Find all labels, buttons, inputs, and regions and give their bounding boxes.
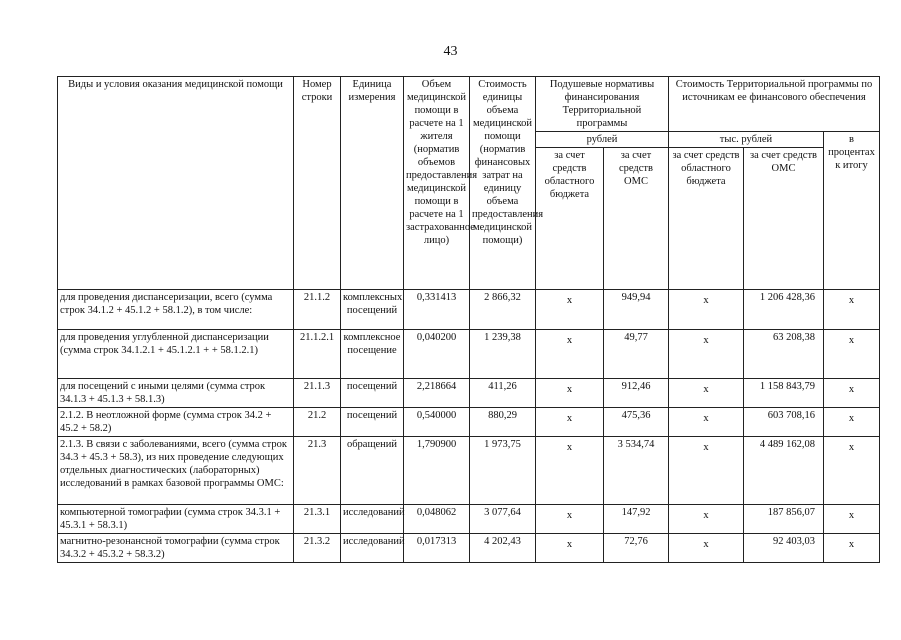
header-cost-oms: за счет средств ОМС — [744, 148, 824, 290]
row-norm-budget: х — [536, 505, 604, 534]
page-number: 43 — [443, 44, 458, 59]
row-unit-cost: 880,29 — [470, 408, 536, 437]
header-program-cost: Стоимость Территориальной программы по источникам ее финансового обеспечения — [669, 77, 880, 132]
row-unit: исследований — [341, 534, 404, 563]
row-volume: 0,331413 — [404, 290, 470, 330]
row-percent: х — [824, 330, 880, 379]
header-unit: Единица измерения — [341, 77, 404, 290]
row-norm-budget: х — [536, 437, 604, 505]
row-norm-budget: х — [536, 379, 604, 408]
header-volume: Объем медицинской помощи в расчете на 1 жителя (норматив объемов предоставления медицинской помощи в расчете на 1 застрахованное лицо) — [404, 77, 470, 290]
row-code: 21.1.2.1 — [294, 330, 341, 379]
row-percent: х — [824, 505, 880, 534]
row-cost-oms: 92 403,03 — [744, 534, 824, 563]
row-code: 21.2 — [294, 408, 341, 437]
row-cost-budget: х — [669, 505, 744, 534]
row-unit: посещений — [341, 408, 404, 437]
row-norm-budget: х — [536, 330, 604, 379]
header-rubles: рублей — [536, 132, 669, 148]
table-row — [58, 505, 880, 534]
row-unit: посещений — [341, 379, 404, 408]
row-unit: комплексное посещение — [341, 330, 404, 379]
row-cost-oms: 1 206 428,36 — [744, 290, 824, 330]
row-unit-cost: 4 202,43 — [470, 534, 536, 563]
header-norm-budget: за счет средств областного бюджета — [536, 148, 604, 290]
row-cost-oms: 1 158 843,79 — [744, 379, 824, 408]
table-row — [58, 379, 880, 408]
row-percent: х — [824, 290, 880, 330]
row-unit: исследований — [341, 505, 404, 534]
row-norm-oms: 72,76 — [604, 534, 669, 563]
row-cost-oms: 187 856,07 — [744, 505, 824, 534]
row-norm-budget: х — [536, 534, 604, 563]
row-code: 21.1.2 — [294, 290, 341, 330]
row-volume: 1,790900 — [404, 437, 470, 505]
row-percent: х — [824, 437, 880, 505]
header-kind: Виды и условия оказания медицинской помощи — [58, 77, 294, 290]
row-cost-budget: х — [669, 330, 744, 379]
row-norm-oms: 49,77 — [604, 330, 669, 379]
row-name: магнитно-резонансной томографии (сумма строк 34.3.2 + 45.3.2 + 58.3.2) — [58, 534, 294, 563]
header-row-number: Номер строки — [294, 77, 341, 290]
row-norm-oms: 912,46 — [604, 379, 669, 408]
row-unit-cost: 2 866,32 — [470, 290, 536, 330]
row-unit-cost: 1 973,75 — [470, 437, 536, 505]
row-unit: комплексных посещений — [341, 290, 404, 330]
table-row — [58, 330, 880, 379]
table-row — [58, 290, 880, 330]
header-percent: в процентах к итогу — [824, 132, 880, 290]
header-cost-budget: за счет средств областного бюджета — [669, 148, 744, 290]
row-volume: 0,048062 — [404, 505, 470, 534]
row-norm-budget: х — [536, 408, 604, 437]
row-unit-cost: 3 077,64 — [470, 505, 536, 534]
row-cost-budget: х — [669, 534, 744, 563]
row-percent: х — [824, 534, 880, 563]
row-unit: обращений — [341, 437, 404, 505]
row-cost-budget: х — [669, 408, 744, 437]
row-name: 2.1.3. В связи с заболеваниями, всего (сумма строк 34.3 + 45.3 + 58.3), из них проведение следующих отдельных диагностических (лабораторных) исследований в рамках базовой программы ОМС: — [58, 437, 294, 505]
row-cost-budget: х — [669, 290, 744, 330]
row-cost-budget: х — [669, 379, 744, 408]
row-norm-oms: 475,36 — [604, 408, 669, 437]
program-table — [57, 76, 880, 563]
row-name: 2.1.2. В неотложной форме (сумма строк 34.2 + 45.2 + 58.2) — [58, 408, 294, 437]
row-norm-oms: 147,92 — [604, 505, 669, 534]
row-norm-budget: х — [536, 290, 604, 330]
row-code: 21.3.2 — [294, 534, 341, 563]
row-unit-cost: 1 239,38 — [470, 330, 536, 379]
row-volume: 2,218664 — [404, 379, 470, 408]
row-code: 21.3 — [294, 437, 341, 505]
row-code: 21.1.3 — [294, 379, 341, 408]
row-unit-cost: 411,26 — [470, 379, 536, 408]
row-volume: 0,540000 — [404, 408, 470, 437]
row-cost-oms: 63 208,38 — [744, 330, 824, 379]
row-percent: х — [824, 379, 880, 408]
header-norm-oms: за счет средств ОМС — [604, 148, 669, 290]
table-row — [58, 437, 880, 505]
row-percent: х — [824, 408, 880, 437]
table-row — [58, 408, 880, 437]
row-code: 21.3.1 — [294, 505, 341, 534]
row-cost-oms: 603 708,16 — [744, 408, 824, 437]
row-name: для проведения диспансеризации, всего (сумма строк 34.1.2 + 45.1.2 + 58.1.2), в том числе: — [58, 290, 294, 330]
row-name: для посещений с иными целями (сумма строк 34.1.3 + 45.1.3 + 58.1.3) — [58, 379, 294, 408]
row-name: для проведения углубленной диспансеризации (сумма строк 34.1.2.1 + 45.1.2.1 + + 58.1.2.1) — [58, 330, 294, 379]
row-volume: 0,017313 — [404, 534, 470, 563]
row-norm-oms: 3 534,74 — [604, 437, 669, 505]
row-name: компьютерной томографии (сумма строк 34.3.1 + 45.3.1 + 58.3.1) — [58, 505, 294, 534]
header-unit-cost: Стоимость единицы объема медицинской помощи (норматив финансовых затрат на единицу объема предоставления медицинской помощи) — [470, 77, 536, 290]
header-thousand-rubles: тыс. рублей — [669, 132, 824, 148]
row-cost-budget: х — [669, 437, 744, 505]
row-norm-oms: 949,94 — [604, 290, 669, 330]
row-cost-oms: 4 489 162,08 — [744, 437, 824, 505]
row-volume: 0,040200 — [404, 330, 470, 379]
header-per-capita-norms: Подушевые нормативы финансирования Территориальной программы — [536, 77, 669, 132]
table-row — [58, 534, 880, 563]
